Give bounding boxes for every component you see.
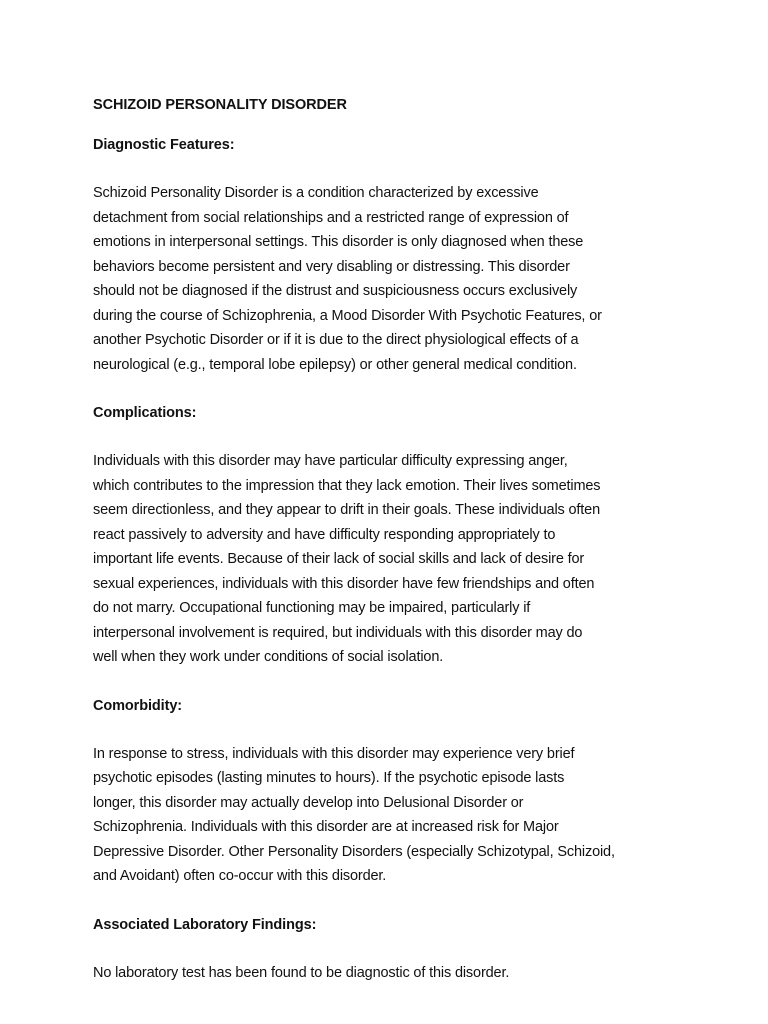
section-complications (93, 401, 683, 670)
section-paragraph (93, 742, 683, 889)
paragraph-line: psychotic episodes (lasting minutes to hours). If the psychotic episode lasts (93, 770, 565, 786)
paragraph-line: In response to stress, individuals with this disorder may experience very brief (93, 745, 575, 762)
paragraph-line: do not marry. Occupational functioning may be impaired, particularly if (93, 600, 531, 616)
paragraph-line: which contributes to the impression that they lack emotion. Their lives sometimes (93, 477, 601, 494)
section-heading: Diagnostic Features: (93, 137, 235, 153)
paragraph-line: Schizophrenia. Individuals with this disorder are at increased risk for Major (93, 819, 559, 835)
section-associated-laboratory-findings (93, 913, 683, 986)
section-heading: Associated Laboratory Findings: (93, 916, 317, 933)
document-title: SCHIZOID PERSONALITY DISORDER (93, 97, 347, 113)
paragraph-line: interpersonal involvement is required, but individuals with this disorder may do (93, 624, 583, 641)
paragraph-line: longer, this disorder may actually develop into Delusional Disorder or (93, 794, 524, 811)
paragraph-line: behaviors become persistent and very disabling or distressing. This disorder (93, 258, 570, 275)
section-diagnostic-features (93, 133, 683, 377)
section-paragraph (93, 961, 683, 986)
paragraph-line: and Avoidant) often co-occur with this disorder. (93, 868, 387, 884)
section-heading: Comorbidity: (93, 697, 183, 714)
paragraph-line: No laboratory test has been found to be diagnostic of this disorder. (93, 964, 510, 981)
paragraph-line: sexual experiences, individuals with this disorder have few friendships and often (93, 575, 595, 592)
paragraph-line: seem directionless, and they appear to drift in their goals. These individuals often (93, 502, 601, 518)
paragraph-line: emotions in interpersonal settings. This disorder is only diagnosed when these (93, 234, 584, 250)
section-comorbidity (93, 694, 683, 889)
document-content (93, 93, 683, 1009)
paragraph-line: Schizoid Personality Disorder is a condition characterized by excessive (93, 185, 539, 201)
section-paragraph (93, 181, 683, 377)
section-paragraph (93, 449, 683, 670)
paragraph-line: Individuals with this disorder may have particular difficulty expressing anger, (93, 453, 568, 469)
paragraph-line: important life events. Because of their lack of social skills and lack of desire for (93, 551, 585, 567)
paragraph-line: well when they work under conditions of social isolation. (93, 649, 444, 665)
paragraph-line: neurological (e.g., temporal lobe epilepsy) or other general medical condition. (93, 356, 577, 373)
paragraph-line: Depressive Disorder. Other Personality Disorders (especially Schizotypal, Schizoid, (93, 843, 615, 860)
paragraph-line: react passively to adversity and have difficulty responding appropriately to (93, 526, 556, 543)
section-heading: Complications: (93, 405, 197, 421)
paragraph-line: should not be diagnosed if the distrust and suspiciousness occurs exclusively (93, 283, 578, 299)
paragraph-line: another Psychotic Disorder or if it is due to the direct physiological effects of a (93, 332, 579, 348)
paragraph-line: detachment from social relationships and a restricted range of expression of (93, 209, 569, 226)
paragraph-line: during the course of Schizophrenia, a Mood Disorder With Psychotic Features, or (93, 307, 602, 324)
